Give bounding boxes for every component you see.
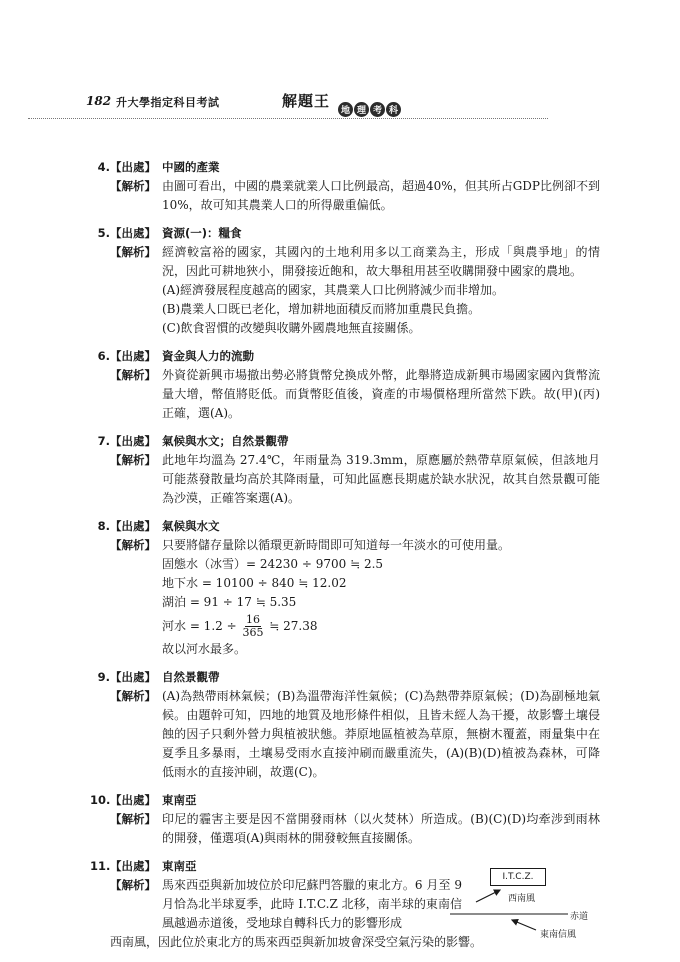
analysis-text: 馬來西亞與新加坡位於印尼蘇門答臘的東北方。6 月至 9 月恰為北半球夏季，此時 I.T.C.Z 北移，南半球的東南信風越過赤道後，受地球自轉科氏力的影響形成	[162, 878, 462, 930]
southwest-wind-arrow	[476, 890, 500, 902]
answer-item	[90, 158, 600, 215]
formula-line: 固態水（冰雪）= 24230 ÷ 9700 ≒ 2.5	[162, 557, 384, 571]
analysis-text: 只要將儲存量除以循環更新時間即可知道每一年淡水的可使用量。	[162, 538, 511, 552]
analysis-text: (A)為熱帶雨林氣候；(B)為溫帶海洋性氣候；(C)為熱帶莽原氣候；(D)為副極地氣候。由題幹可知，四地的地質及地形條件相似，且皆未經人為干擾，故影響土壤侵蝕的因子只剩外營力與植被狀態。莽原地區植被為草原，無樹木覆蓋，雨量集中在夏季且多暴雨，土壤易受雨水直接沖刷而嚴重流失，(A)(B)(D)植被為森林，可降低雨水的直接沖刷，故選(C)。	[162, 689, 600, 779]
header-divider	[28, 118, 548, 119]
answer-item	[90, 224, 600, 338]
subject-badge: 科	[386, 102, 401, 117]
analysis-label: 【解析】	[110, 245, 156, 259]
subject-badge: 理	[354, 102, 369, 117]
item-number: 7.	[97, 434, 110, 448]
source-topic: 資源(一)：糧食	[162, 226, 242, 240]
subject-badges	[338, 102, 401, 117]
answer-item	[90, 347, 600, 423]
analysis-label: 【解析】	[110, 878, 156, 892]
analysis-label: 【解析】	[110, 812, 156, 826]
answer-list	[90, 158, 600, 961]
source-label: 【出處】	[110, 859, 156, 873]
analysis-label: 【解析】	[110, 179, 156, 193]
source-label: 【出處】	[110, 226, 156, 240]
answer-item	[90, 517, 600, 659]
answer-item	[90, 668, 600, 782]
source-topic: 氣候與水文；自然景觀帶	[162, 434, 289, 448]
itcz-wind-diagram	[450, 868, 600, 946]
conclusion-text: 故以河水最多。	[162, 642, 247, 656]
analysis-label: 【解析】	[110, 453, 156, 467]
analysis-label: 【解析】	[110, 368, 156, 382]
itcz-box: I.T.C.Z.	[490, 868, 546, 886]
analysis-text: 此地年均溫為 27.4℃，年雨量為 319.3mm，原應屬於熱帶草原氣候，但該地月可能蒸發散量均高於其降雨量，可知此區應長期處於缺水狀況，故其自然景觀可能為沙漠，正確答案選(A)。	[162, 453, 600, 505]
answer-item	[90, 791, 600, 848]
source-label: 【出處】	[110, 434, 156, 448]
analysis-text: 由圖可看出，中國的農業就業人口比例最高，超過40%，但其所占GDP比例卻不到10%，故可知其農業人口的所得嚴重偏低。	[162, 179, 600, 212]
source-topic: 東南亞	[162, 793, 197, 807]
analysis-text: 外資從新興市場撤出勢必將貨幣兌換成外幣，此舉將造成新興市場國家國內貨幣流量大增，幣值將貶低。而貨幣貶值後，資產的市場價格理所當然下跌。故(甲)(丙)正確，選(A)。	[162, 368, 600, 420]
book-title: 升大學指定科目考試	[116, 96, 220, 109]
southwest-wind-label: 西南風	[508, 894, 536, 904]
source-label: 【出處】	[110, 160, 156, 174]
equator-label: 赤道	[570, 912, 589, 922]
source-label: 【出處】	[110, 670, 156, 684]
fraction-denominator: 365	[242, 626, 264, 639]
river-formula-suffix: ≒ 27.38	[269, 619, 318, 633]
answer-item	[90, 857, 600, 952]
page-number: 182	[86, 94, 112, 108]
source-topic: 自然景觀帶	[162, 670, 220, 684]
formula-line: 湖泊 = 91 ÷ 17 ≒ 5.35	[162, 595, 297, 609]
analysis-text: 經濟較富裕的國家，其國內的土地利用多以工商業為主，形成「與農爭地」的情況，因此可耕地狹小，開發接近飽和，故大舉租用甚至收購開發中國家的農地。	[162, 245, 600, 278]
analysis-text: 印尼的霾害主要是因不當開發雨林（以火焚林）所造成。(B)(C)(D)均牽涉到雨林的開發，僅選項(A)與雨林的開發較無直接關係。	[162, 812, 600, 845]
analysis-label: 【解析】	[110, 538, 156, 552]
analysis-text: (A)經濟發展程度越高的國家，其農業人口比例將減少而非增加。	[162, 283, 505, 297]
southeast-wind-label: 東南信風	[540, 930, 577, 940]
formula-line: 地下水 = 10100 ÷ 840 ≒ 12.02	[162, 576, 347, 590]
item-number: 5.	[97, 226, 110, 240]
page-header	[86, 92, 606, 120]
fraction-numerator: 16	[245, 613, 260, 626]
river-formula-prefix: 河水 = 1.2 ÷	[162, 619, 237, 633]
source-topic: 東南亞	[162, 859, 197, 873]
fraction	[242, 614, 263, 639]
answer-item	[90, 432, 600, 508]
river-formula	[162, 612, 600, 640]
source-topic: 資金與人力的流動	[162, 349, 254, 363]
item-number: 4.	[97, 160, 110, 174]
item-number: 6.	[97, 349, 110, 363]
analysis-label: 【解析】	[110, 689, 156, 703]
analysis-text: (B)農業人口既已老化，增加耕地面積反而將加重農民負擔。	[162, 302, 481, 316]
southeast-wind-arrow	[512, 920, 536, 930]
source-label: 【出處】	[110, 793, 156, 807]
subject-badge: 考	[370, 102, 385, 117]
subject-badge: 地	[338, 102, 353, 117]
source-label: 【出處】	[110, 349, 156, 363]
analysis-text: (C)飲食習慣的改變與收購外國農地無直接關係。	[162, 321, 421, 335]
item-number: 10.	[90, 793, 111, 807]
source-topic: 中國的產業	[162, 160, 220, 174]
source-label: 【出處】	[110, 519, 156, 533]
analysis-text: 西南風，因此位於東北方的馬來西亞與新加坡會深受空氣污染的影響。	[110, 935, 483, 949]
item-number: 9.	[97, 670, 110, 684]
source-topic: 氣候與水文	[162, 519, 220, 533]
item-number: 8.	[97, 519, 110, 533]
item-number: 11.	[90, 859, 111, 873]
book-brand: 解題王	[282, 92, 331, 110]
